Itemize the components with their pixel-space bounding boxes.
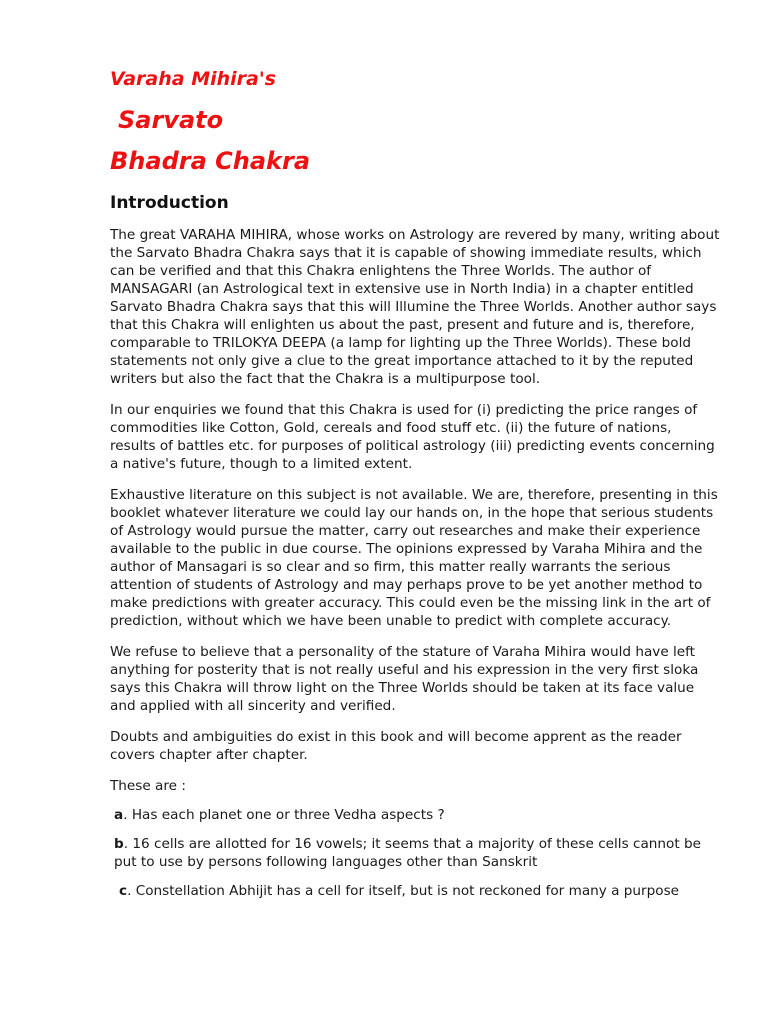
paragraph-3: Exhaustive literature on this subject is not available. We are, therefore, presenting in this booklet whatever literature we could lay our hands on, in the hope that serious students of Astrology would pursue the matter, carry out researches and make their experience available to the public in due course. The opinions expressed by Varaha Mihira and the author of Mansagari is so clear and so firm, this matter really warrants the serious attention of students of Astrology and may perhaps prove to be yet another method to make predictions with greater accuracy. This could even be the missing link in the art of prediction, without which we have been unable to predict with complete accuracy. [110,487,718,629]
list-item-text: . Has each planet one or three Vedha aspects ? [123,807,445,823]
list-marker: a [114,807,124,823]
title-line-bhadra-chakra: Bhadra Chakra [110,147,311,175]
list-item-text: . Constellation Abhijit has a cell for itself, but is not reckoned for many a purpose [127,883,680,899]
section-heading-introduction: Introduction [110,193,229,213]
document-page [110,64,720,900]
list-marker: c [119,883,128,899]
title-author: Varaha Mihira's [110,68,276,90]
list-item-a [110,806,720,824]
list-item-text: . 16 cells are allotted for 16 vowels; it seems that a majority of these cells cannot be put to use by persons following languages other than Sanskrit [114,836,701,870]
list-item-c [110,882,720,900]
paragraph-these-are: These are : [110,778,186,794]
title-line-sarvato: Sarvato [118,106,224,134]
paragraph-5: Doubts and ambiguities do exist in this book and will become apprent as the reader covers chapter after chapter. [110,729,682,763]
paragraph-2: In our enquiries we found that this Chakra is used for (i) predicting the price ranges of commodities like Cotton, Gold, cereals and food stuff etc. (ii) the future of nations, results of battles etc. for purposes of political astrology (iii) predicting events concerning a native's future, though to a limited extent. [110,402,715,472]
paragraph-1: The great VARAHA MIHIRA, whose works on Astrology are revered by many, writing about the Sarvato Bhadra Chakra says that it is capable of showing immediate results, which can be verified and that this Chakra enlightens the Three Worlds. The author of MANSAGARI (an Astrological text in extensive use in North India) in a chapter entitled Sarvato Bhadra Chakra says that this will Illumine the Three Worlds. Another author says that this Chakra will enlighten us about the past, present and future and is, therefore, comparable to TRILOKYA DEEPA (a lamp for lighting up the Three Worlds). These bold statements not only give a clue to the great importance attached to it by the reputed writers but also the fact that the Chakra is a multipurpose tool. [110,227,720,387]
paragraph-4: We refuse to believe that a personality of the stature of Varaha Mihira would have left anything for posterity that is not really useful and his expression in the very first sloka says this Chakra will throw light on the Three Worlds should be taken at its face value and applied with all sincerity and verified. [110,644,699,714]
list-marker: b [114,836,124,852]
list-item-b [110,835,720,871]
